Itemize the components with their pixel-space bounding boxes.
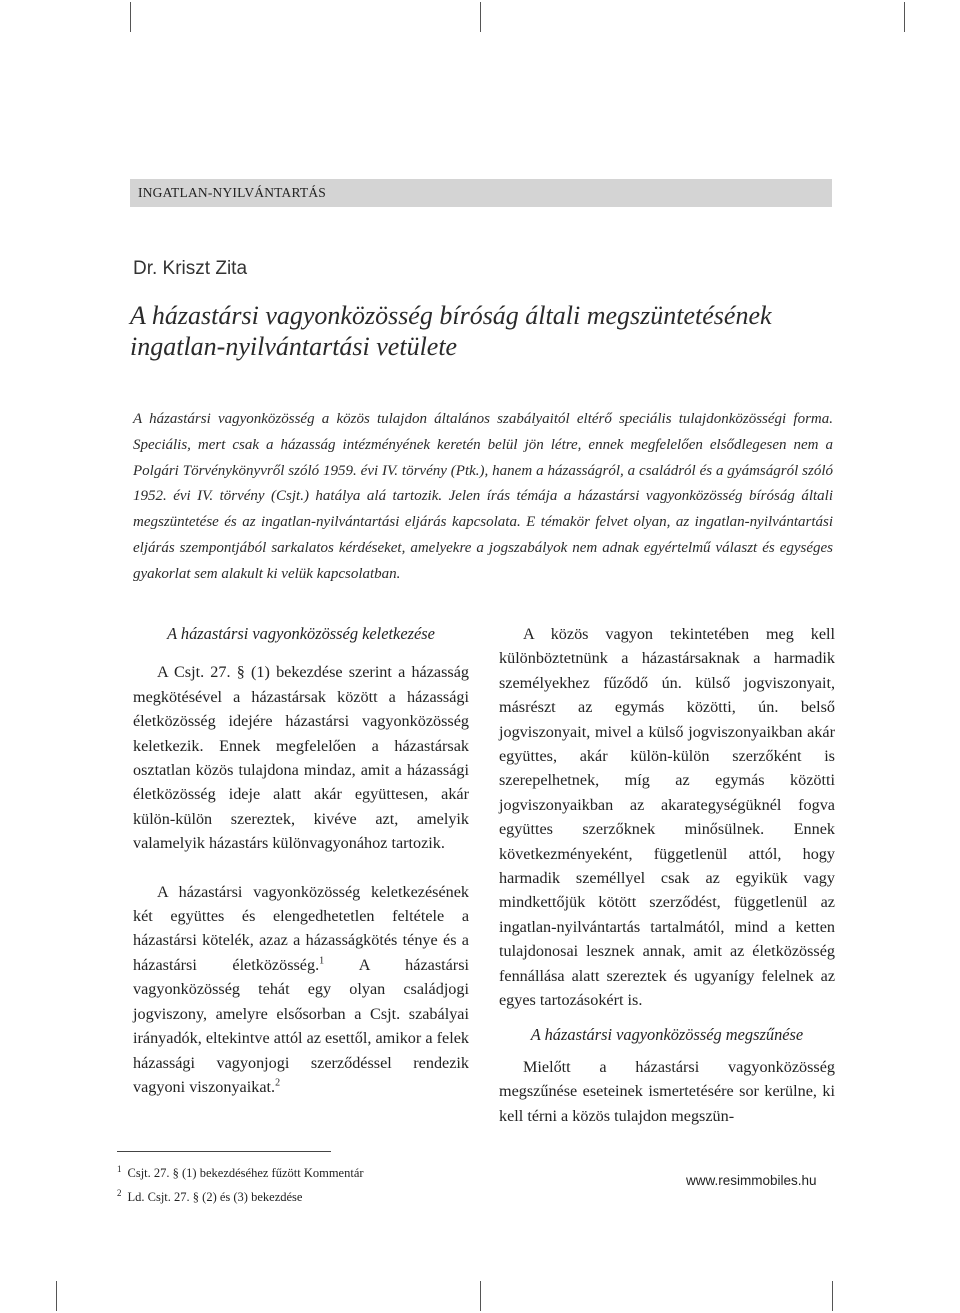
footnote-number: 1 <box>117 1163 122 1174</box>
footnote-text: Csjt. 27. § (1) bekezdéséhez fűzött Kommentár <box>127 1166 364 1180</box>
footnote-number: 2 <box>117 1187 122 1198</box>
paragraph: A közös vagyon tekintetében meg kell különböztetnünk a házastársaknak a harmadik személyekhez fűződő ún. külső jogviszonyait, másrészt az egymás közötti, ún. belső jogviszonyait, mivel a külső jogviszonyaikban akár együttes, akár külön-külön szerzőként is szerepelhetnek, míg az egymás közötti jogviszonyaikban az akarategységüknél fogva együttes szerzőknek minősülnek. Ennek következményeként, függetlenül attól, hogy harmadik személlyel csak az egyikük vagy mindkettőjük kötött szerződést, függetlenül az ingatlan-nyilvántartás tartalmától, mind a ketten tulajdonosai lesznek annak, amit az életközösség fennállása alatt szereztek és ugyanígy felelnek az egyes tartozásokért is. <box>499 625 835 1010</box>
crop-mark <box>480 2 481 32</box>
paragraph-text: A házastársi vagyonközösség tehát egy olyan családjogi jogviszony, amelyre elsősorban a Csjt. szabályai irányadók, eltekintve attól az esettől, amikor a felek házassági vagyonjogi szerződéssel rendezik vagyoni viszonyaikat. <box>133 955 469 1096</box>
crop-mark <box>130 2 131 32</box>
title-line-1: A házastársi vagyonközösség bíróság általi megszüntetésének <box>130 301 772 330</box>
title-line-2: ingatlan-nyilvántartási vetülete <box>130 332 458 361</box>
footnote-ref[interactable]: 1 <box>319 955 325 967</box>
subheading-formation: A házastársi vagyonközösség keletkezése <box>167 624 435 643</box>
footnote-2 <box>117 1187 303 1205</box>
footnote-ref[interactable]: 2 <box>275 1077 281 1089</box>
author-name: Dr. Kriszt Zita <box>133 258 248 279</box>
website-link[interactable]: www.resimmobiles.hu <box>686 1173 817 1188</box>
paragraph <box>133 880 469 1100</box>
footnote-text: Ld. Csjt. 27. § (2) és (3) bekezdése <box>127 1190 303 1204</box>
right-column <box>499 622 835 1128</box>
crop-mark <box>56 1281 57 1311</box>
paragraph: Mielőtt a házastársi vagyonközösség megszűnése eseteinek ismertetésére sor kerülne, ki kell térni a közös tulajdon megszün- <box>499 1057 835 1125</box>
subheading-termination: A házastársi vagyonközösség megszűnése <box>530 1024 804 1044</box>
abstract: A házastársi vagyonközösség a közös tulajdon általános szabályaitól eltérő speciális tulajdonközösségi forma. Speciális, mert csak a házasság intézményének keretén belül jön létre, ennek megfelelően elsődlegesen nem a Polgári Törvénykönyvről szóló 1959. évi IV. törvény (Ptk.), hanem a házasságról, a családról és a gyámságról szóló 1952. évi IV. törvény (Csjt.) hatálya alá tartozik. Jelen írás témája a házastársi vagyonközösség bíróság általi megszüntetése és az ingatlan-nyilvántartási eljárás kapcsolata. E témakör felvet olyan, az ingatlan-nyilvántartási eljárás szempontjából sarkalatos kérdéseket, amelyekre a jogszabályok nem adnak egyértelmű választ és egységes gyakorlat sem alakult ki velük kapcsolatban. <box>133 411 833 582</box>
footnote-divider <box>117 1151 331 1152</box>
section-header-bar <box>130 179 832 207</box>
crop-mark <box>832 1281 833 1311</box>
article-title <box>130 300 850 362</box>
paragraph: A Csjt. 27. § (1) bekezdése szerint a házasság megkötésével a házastársak között a házassági életközösség idejére házastársi vagyonközösség keletkezik. Ennek megfelelően a házastársak osztatlan közös tulajdona mindaz, amit a házassági életközösség ideje alatt akár együttesen, akár külön-külön szereztek, kivéve azt, amelyik valamelyik házastárs különvagyonához tartozik. <box>133 663 469 853</box>
section-label: INGATLAN-NYILVÁNTARTÁS <box>138 185 326 200</box>
crop-mark <box>480 1281 481 1311</box>
left-column <box>133 622 469 1099</box>
paragraph-text: A házastársi vagyonközösség keletkezésének két együttes és elengedhetetlen feltétele a házastársi kötelék, azaz a házasságkötés ténye és a házastársi életközösség. <box>133 882 469 974</box>
crop-mark <box>904 2 905 32</box>
footnote-1 <box>117 1163 364 1181</box>
